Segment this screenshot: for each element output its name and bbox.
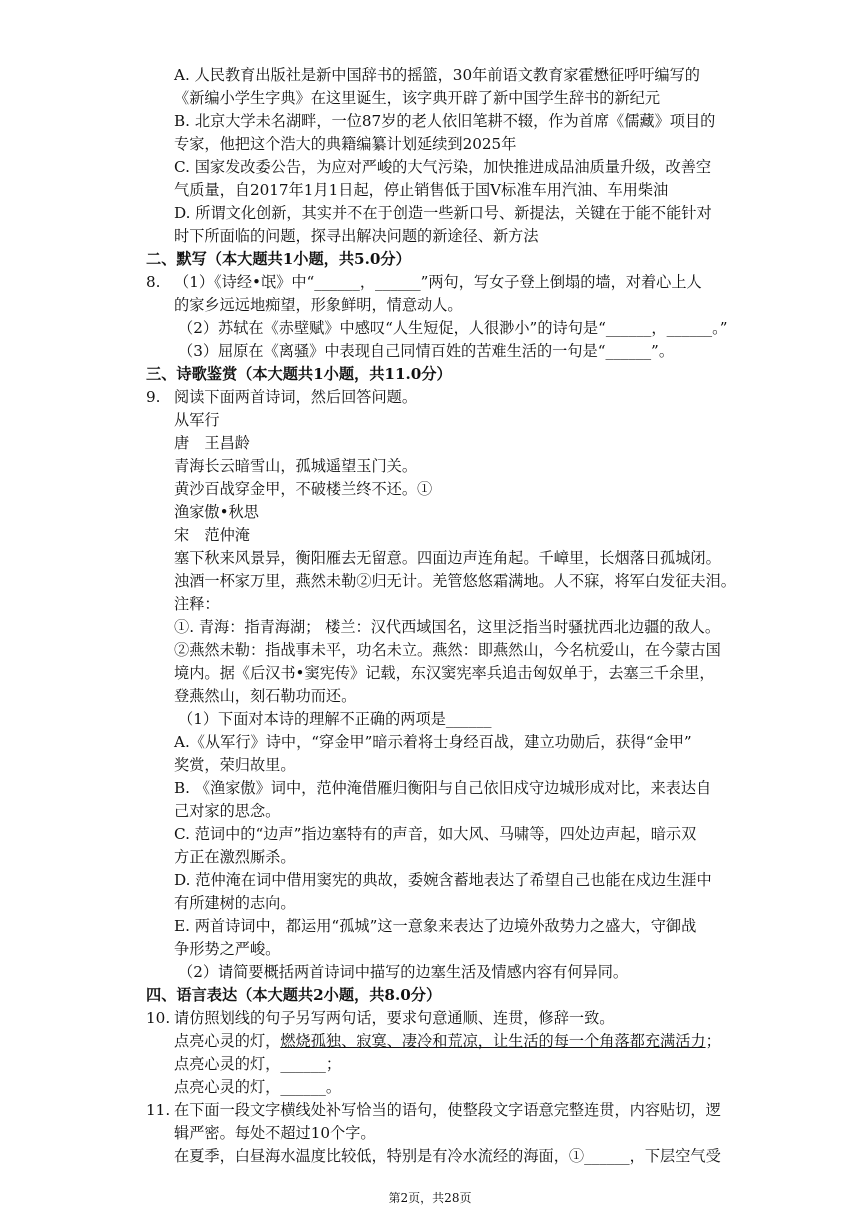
note-line: ②燕然未勒：指战事未平，功名未立。燕然：即燕然山，今名杭爱山，在今蒙古国: [174, 641, 721, 659]
question-text: 阅读下面两首诗词，然后回答问题。: [174, 388, 417, 406]
question-number: 9.: [146, 388, 161, 406]
question-number: 10.: [146, 1009, 171, 1027]
sub-question: （1）下面对本诗的理解不正确的两项是______: [178, 710, 492, 728]
poem-title: 渔家傲•秋思: [174, 503, 259, 521]
choice-line: 争形势之严峻。: [174, 940, 281, 958]
answer-blank-line: 点亮心灵的灯，______；: [174, 1055, 342, 1073]
poem-line: 青海长云暗雪山，孤城遥望玉门关。: [174, 457, 417, 475]
example-end: ；: [705, 1032, 721, 1050]
choice-line: B. 《渔家傲》词中，范仲淹借雁归衡阳与自己依旧戍守边城形成对比，来表达自: [174, 779, 712, 797]
underlined-sentence: 燃烧孤独、寂寞、凄冷和荒凉，让生活的每一个角落都充满活力: [280, 1032, 706, 1050]
example-start: 点亮心灵的灯，: [174, 1032, 281, 1050]
option-c-line2: 气质量，自2017年1月1日起，停止销售低于国Ⅴ标准车用汽油、车用柴油: [174, 181, 669, 199]
question-text: （3）屈原在《离骚》中表现自己同情百姓的苦难生活的一句是“______”。: [178, 342, 675, 360]
question-text: 请仿照划线的句子另写两句话，要求句意通顺、连贯，修辞一致。: [174, 1009, 615, 1027]
question-text: 在下面一段文字横线处补写恰当的语句，使整段文字语意完整连贯，内容贴切，逻: [174, 1101, 721, 1119]
option-d-line1: D. 所谓文化创新，其实并不在于创造一些新口号、新提法，关键在于能不能针对: [174, 204, 712, 222]
note-line: 境内。据《后汉书•窦宪传》记载，东汉窦宪率兵追击匈奴单于，去塞三千余里，: [174, 664, 715, 682]
option-a-line1: A. 人民教育出版社是新中国辞书的摇篮，30年前语文教育家霍懋征呼吁编写的: [174, 66, 700, 84]
choice-line: 己对家的思念。: [174, 802, 281, 820]
section-heading: 二、默写（本大题共1小题，共5.0分）: [146, 250, 411, 268]
poem-line: 浊酒一杯家万里，燕然未勒②归无计。羌管悠悠霜满地。人不寐，将军白发征夫泪。: [174, 572, 736, 590]
choice-line: E. 两首诗词中，都运用“孤城”这一意象来表达了边境外敌势力之盛大，守御战: [174, 917, 697, 935]
answer-blank-line: 点亮心灵的灯，______。: [174, 1078, 342, 1096]
poem-author: 宋 范仲淹: [174, 526, 250, 544]
section-heading: 三、诗歌鉴赏（本大题共1小题，共11.0分）: [146, 365, 452, 383]
option-d-line2: 时下所面临的问题，探寻出解决问题的新途径、新方法: [174, 227, 539, 245]
question-text: 辑严密。每处不超过10个字。: [174, 1124, 376, 1142]
option-b-line1: B. 北京大学未名湖畔，一位87岁的老人依旧笔耕不辍，作为首席《儒藏》项目的: [174, 112, 716, 130]
option-a-line2: 《新编小学生字典》在这里诞生，该字典开辟了新中国学生辞书的新纪元: [174, 89, 660, 107]
example-sentence: [174, 1030, 860, 1052]
choice-line: 有所建树的志向。: [174, 894, 296, 912]
choice-line: C. 范词中的“边声”指边塞特有的声音，如大风、马啸等，四处边声起，暗示双: [174, 825, 697, 843]
choice-line: A.《从军行》诗中，“穿金甲”暗示着将士身经百战，建立功勋后，获得“金甲”: [174, 733, 692, 751]
poem-line: 黄沙百战穿金甲，不破楼兰终不还。①: [174, 480, 433, 498]
question-text: 在夏季，白昼海水温度比较低，特别是有冷水流经的海面，①______，下层空气受: [174, 1147, 721, 1165]
choice-line: D. 范仲淹在词中借用窦宪的典故，委婉含蓄地表达了希望自己也能在戍边生涯中: [174, 871, 712, 889]
question-text: （2）苏轼在《赤壁赋》中感叹“人生短促，人很渺小”的诗句是“______，______。”: [178, 319, 728, 337]
poem-author: 唐 王昌龄: [174, 434, 250, 452]
choice-line: 奖赏，荣归故里。: [174, 756, 296, 774]
choice-line: 方正在激烈厮杀。: [174, 848, 296, 866]
note-line: 登燕然山，刻石勒功而还。: [174, 687, 357, 705]
sub-question: （2）请简要概括两首诗词中描写的边塞生活及情感内容有何异同。: [178, 963, 629, 981]
section-heading: 四、语言表达（本大题共2小题，共8.0分）: [146, 986, 442, 1004]
question-number: 8.: [146, 273, 161, 291]
option-b-line2: 专家，他把这个浩大的典籍编纂计划延续到2025年: [174, 135, 517, 153]
question-text: （1）《诗经•氓》中“______，______”两句，写女子登上倒塌的墙，对着心上人: [174, 273, 702, 291]
notes-label: 注释：: [174, 595, 220, 613]
question-number: 11.: [146, 1101, 171, 1119]
note-line: ①. 青海：指青海湖； 楼兰：汉代西域国名，这里泛指当时骚扰西北边疆的敌人。: [174, 618, 721, 636]
poem-line: 塞下秋来风景异，衡阳雁去无留意。四面边声连角起。千嶂里，长烟落日孤城闭。: [174, 549, 721, 567]
page-footer: 第2页，共28页: [388, 1191, 472, 1205]
option-c-line1: C. 国家发改委公告，为应对严峻的大气污染，加快推进成品油质量升级，改善空: [174, 158, 712, 176]
poem-title: 从军行: [174, 411, 220, 429]
question-text: 的家乡远远地痴望，形象鲜明，情意动人。: [174, 296, 463, 314]
